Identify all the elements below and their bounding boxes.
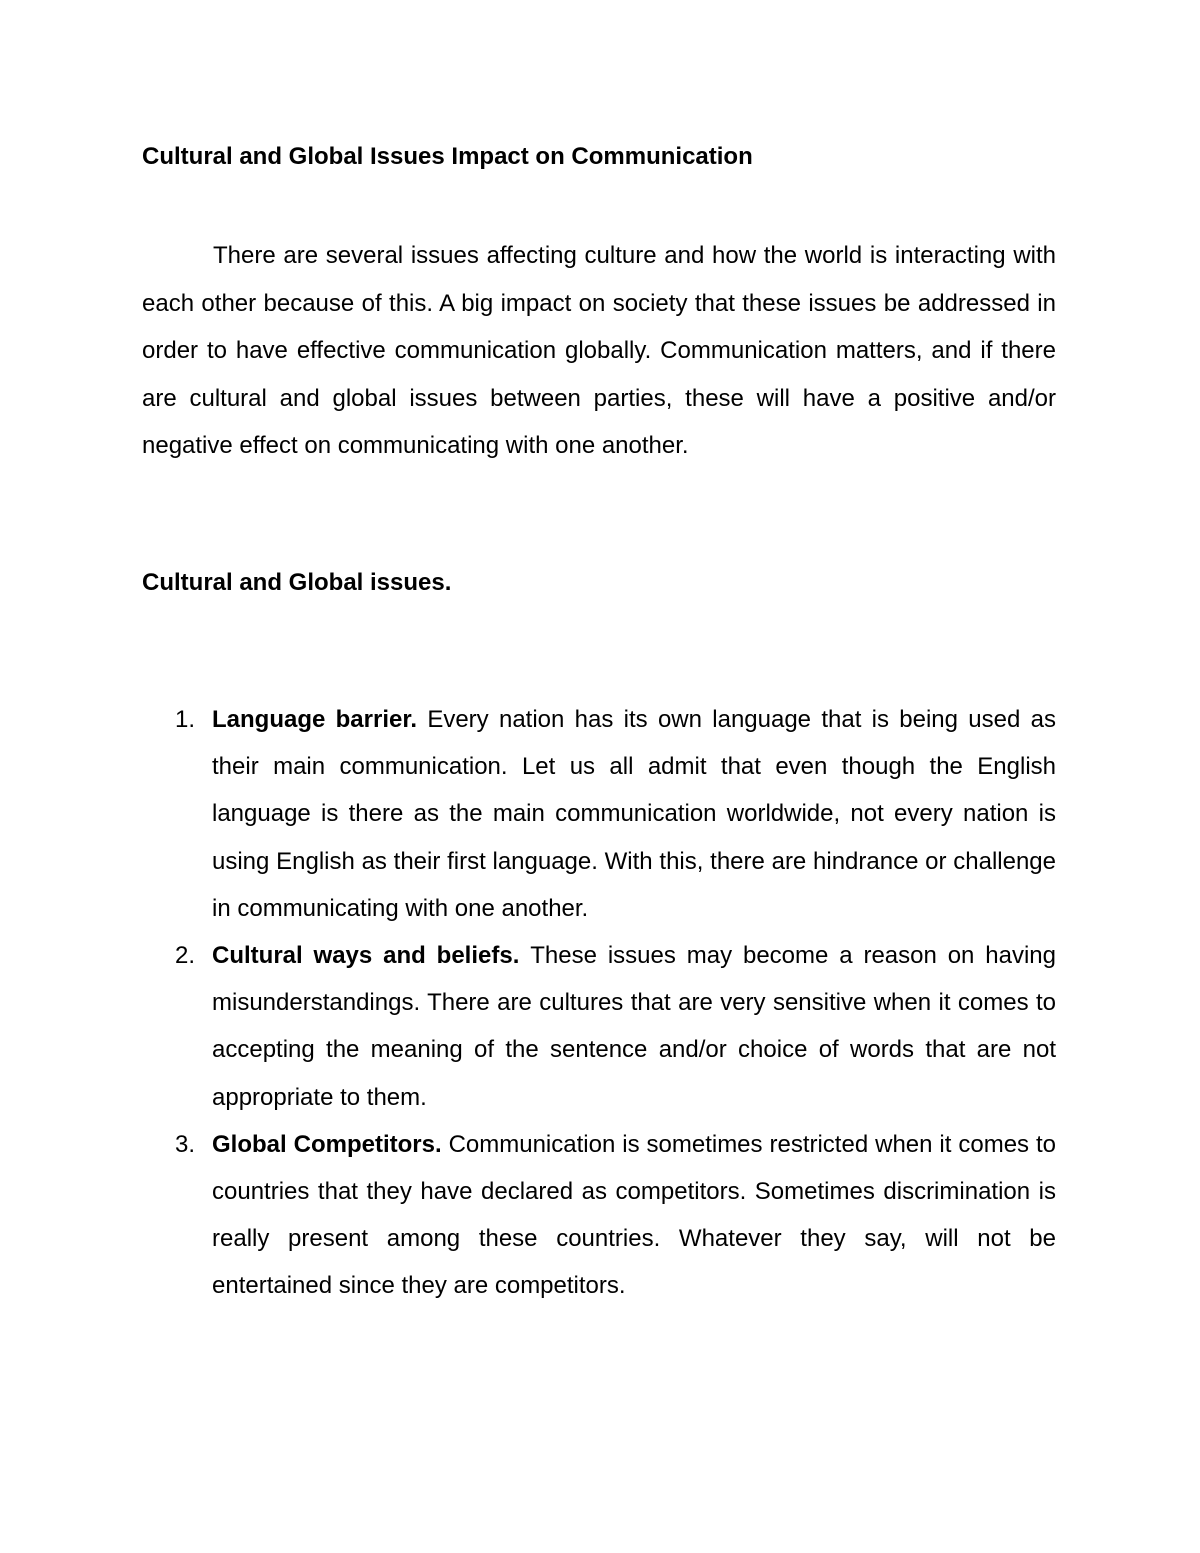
issue-title: Language barrier. — [212, 706, 428, 733]
issue-title: Cultural ways and beliefs. — [212, 942, 531, 970]
section-heading: Cultural and Global issues. — [142, 569, 452, 596]
issue-number: 2. — [175, 942, 196, 970]
issue-body: Communication is sometimes restricted when it comes to countries that they have declared as competitors. Sometimes discrimination is really present among these countries. Whatever they say, will not be entertained since they are competitors. — [212, 1130, 1057, 1300]
document-title: Cultural and Global Issues Impact on Communication — [142, 143, 753, 170]
issue-number: 3. — [175, 1130, 196, 1158]
intro-paragraph: There are several issues affecting culture and how the world is interacting with each other because of this. A big impact on society that these issues be addressed in order to have effective communication globally. Communication matters, and if there are cultural and global issues between parties, these will have a positive and/or negative effect on communicating with one another. — [142, 242, 1056, 459]
issue-item-global-competitors — [175, 1121, 1057, 1310]
issue-item-cultural-ways — [175, 932, 1057, 1121]
issue-title: Global Competitors. — [212, 1130, 449, 1158]
issue-body: Every nation has its own language that is being used as their main communication. Let us all admit that even though the English language is there as the main communication worldwide, not every nation is using English as their first language. With this, there are hindrance or challenge in communicating with one another. — [212, 706, 1056, 922]
issues-list — [175, 696, 1057, 1310]
issue-item-language-barrier — [175, 696, 1056, 932]
issue-number: 1. — [175, 706, 196, 733]
issue-body: These issues may become a reason on having misunderstandings. There are cultures that are very sensitive when it comes to accepting the meaning of the sentence and/or choice of words that are not appropriate to them. — [212, 942, 1057, 1111]
